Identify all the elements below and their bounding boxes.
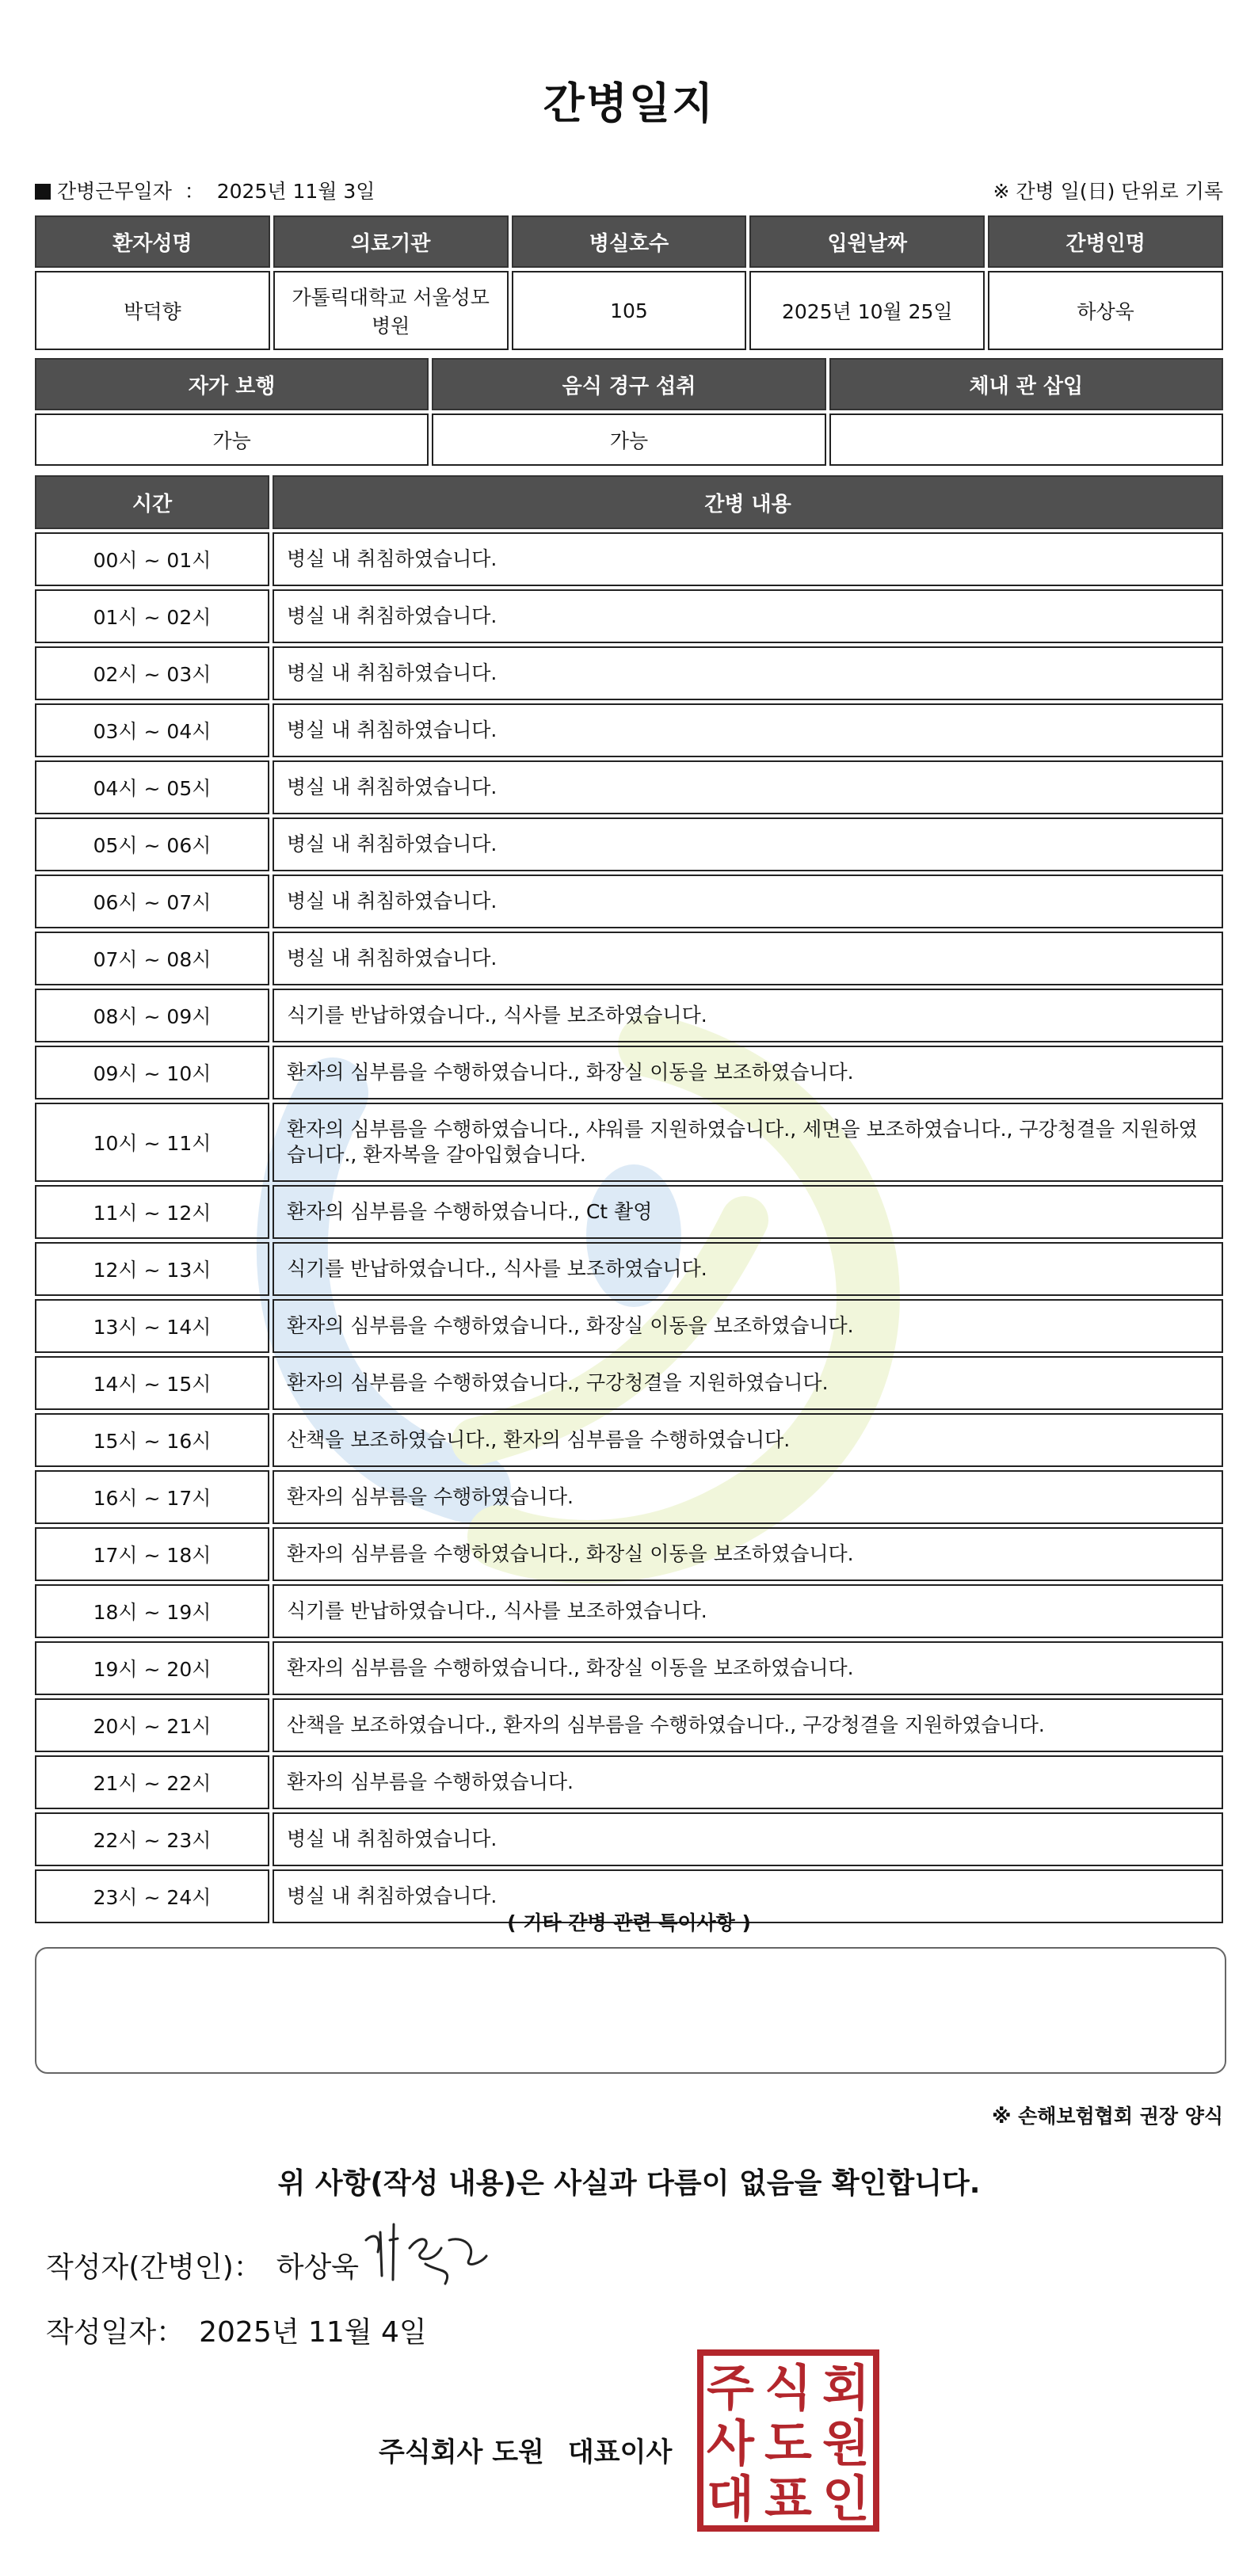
header-caregiver: 간병인명 [988,215,1223,268]
svg-text:표: 표 [764,2470,812,2528]
table-row [35,589,1223,643]
patient-info-header-row [35,215,1223,268]
table-row [35,1185,1223,1239]
svg-text:대: 대 [707,2470,754,2528]
time-cell: 04시 ~ 05시 [35,760,269,814]
table-row [35,1755,1223,1809]
table-row [35,1470,1223,1524]
tube-insertion-value [829,413,1223,466]
content-cell: 병실 내 취침하였습니다. [273,932,1223,985]
svg-text:원: 원 [822,2414,870,2472]
company-role: 대표이사 [567,2437,673,2468]
svg-text:인: 인 [822,2470,870,2528]
table-row [35,1527,1223,1581]
company-line [379,2430,696,2469]
table-row [35,1584,1223,1638]
patient-info-table [32,212,1226,353]
writer-line [46,2245,373,2285]
time-cell: 09시 ~ 10시 [35,1046,269,1099]
table-row [35,703,1223,757]
table-row [35,875,1223,928]
page-title: 간병일지 [543,78,715,128]
content-cell: 병실 내 취침하였습니다. [273,1812,1223,1866]
writer-name: 하상욱 [276,2251,360,2284]
special-notes-title: ( 기타 간병 관련 특이사항 ) [507,1911,751,1934]
content-cell: 병실 내 취침하였습니다. [273,875,1223,928]
table-row [35,1046,1223,1099]
content-cell: 병실 내 취침하였습니다. [273,646,1223,700]
patient-status-table [32,355,1226,469]
table-row [35,1413,1223,1467]
time-cell: 00시 ~ 01시 [35,532,269,586]
table-row [35,817,1223,871]
content-cell: 식기를 반납하였습니다., 식사를 보조하였습니다. [273,1584,1223,1638]
content-cell: 산책을 보조하였습니다., 환자의 심부름을 수행하였습니다., 구강청결을 지원하였습니다. [273,1698,1223,1752]
table-row [35,1103,1223,1182]
care-log-header-row [35,475,1223,529]
header-room: 병실호수 [512,215,747,268]
time-cell: 05시 ~ 06시 [35,817,269,871]
unit-note: ※ 간병 일(日) 단위로 기록 [993,180,1223,203]
write-date-label: 작성일자： [46,2316,185,2349]
write-date-line [46,2310,441,2350]
table-row [35,1812,1223,1866]
table-row [35,760,1223,814]
content-cell: 환자의 심부름을 수행하였습니다., 구강청결을 지원하였습니다. [273,1356,1223,1410]
svg-text:사: 사 [707,2414,754,2472]
patient-info-value-row [35,271,1223,350]
time-cell: 22시 ~ 23시 [35,1812,269,1866]
time-cell: 17시 ~ 18시 [35,1527,269,1581]
content-cell: 환자의 심부름을 수행하였습니다., 화장실 이동을 보조하였습니다. [273,1527,1223,1581]
time-cell: 13시 ~ 14시 [35,1299,269,1353]
self-walking-value: 가능 [35,413,429,466]
caregiver-name: 하상욱 [988,271,1223,350]
work-date-label: 간병근무일자 [57,180,172,203]
header-care-content: 간병 내용 [273,475,1223,529]
time-cell: 02시 ~ 03시 [35,646,269,700]
oral-intake-value: 가능 [432,413,825,466]
time-cell: 19시 ~ 20시 [35,1641,269,1695]
time-cell: 15시 ~ 16시 [35,1413,269,1467]
content-cell: 환자의 심부름을 수행하였습니다., 화장실 이동을 보조하였습니다. [273,1046,1223,1099]
header-time: 시간 [35,475,269,529]
care-log-table [32,472,1226,1926]
room-number: 105 [512,271,747,350]
table-row [35,1242,1223,1296]
header-oral-intake: 음식 경구 섭취 [432,358,825,410]
write-date-value: 2025년 11월 4일 [199,2316,427,2349]
svg-text:회: 회 [822,2359,870,2417]
form-note: ※ 손해보험협회 권장 양식 [992,2105,1223,2128]
patient-status-header-row [35,358,1223,410]
time-cell: 12시 ~ 13시 [35,1242,269,1296]
work-date-value: 2025년 11월 3일 [216,180,375,203]
content-cell: 환자의 심부름을 수행하였습니다., 화장실 이동을 보조하였습니다. [273,1641,1223,1695]
signature-image [358,2216,493,2296]
content-cell: 병실 내 취침하였습니다. [273,532,1223,586]
content-cell: 병실 내 취침하였습니다. [273,1869,1223,1923]
content-cell: 병실 내 취침하였습니다. [273,817,1223,871]
time-cell: 10시 ~ 11시 [35,1103,269,1182]
content-cell: 식기를 반납하였습니다., 식사를 보조하였습니다. [273,989,1223,1042]
special-notes-box [35,1947,1226,2074]
header-admission-date: 입원날짜 [749,215,985,268]
patient-name: 박덕향 [35,271,270,350]
table-row [35,532,1223,586]
black-square-icon [35,184,51,200]
time-cell: 14시 ~ 15시 [35,1356,269,1410]
time-cell: 08시 ~ 09시 [35,989,269,1042]
time-cell: 01시 ~ 02시 [35,589,269,643]
work-date-separator: ： [184,180,204,203]
content-cell: 병실 내 취침하였습니다. [273,760,1223,814]
content-cell: 환자의 심부름을 수행하였습니다. [273,1470,1223,1524]
time-cell: 11시 ~ 12시 [35,1185,269,1239]
content-cell: 환자의 심부름을 수행하였습니다., Ct 촬영 [273,1185,1223,1239]
time-cell: 06시 ~ 07시 [35,875,269,928]
time-cell: 23시 ~ 24시 [35,1869,269,1923]
table-row [35,1356,1223,1410]
content-cell: 환자의 심부름을 수행하였습니다., 샤워를 지원하였습니다., 세면을 보조하였습니다., 구강청결을 지원하였습니다., 환자복을 갈아입혔습니다. [273,1103,1223,1182]
header-tube-insertion: 체내 관 삽입 [829,358,1223,410]
work-date [35,176,375,204]
svg-text:식: 식 [764,2359,812,2417]
company-name: 주식회사 도원 [379,2437,544,2468]
patient-status-value-row [35,413,1223,466]
content-cell: 병실 내 취침하였습니다. [273,589,1223,643]
company-seal-stamp [697,2349,879,2532]
table-row [35,932,1223,985]
hospital-name: 가톨릭대학교 서울성모병원 [273,271,509,350]
table-row [35,646,1223,700]
time-cell: 18시 ~ 19시 [35,1584,269,1638]
writer-label: 작성자(간병인)： [46,2251,262,2284]
header-hospital: 의료기관 [273,215,509,268]
content-cell: 병실 내 취침하였습니다. [273,703,1223,757]
time-cell: 16시 ~ 17시 [35,1470,269,1524]
admission-date: 2025년 10월 25일 [749,271,985,350]
content-cell: 산책을 보조하였습니다., 환자의 심부름을 수행하였습니다. [273,1413,1223,1467]
time-cell: 21시 ~ 22시 [35,1755,269,1809]
table-row [35,1641,1223,1695]
time-cell: 20시 ~ 21시 [35,1698,269,1752]
table-row [35,1299,1223,1353]
time-cell: 03시 ~ 04시 [35,703,269,757]
confirmation-statement: 위 사항(작성 내용)은 사실과 다름이 없음을 확인합니다. [277,2167,981,2200]
svg-text:주: 주 [707,2359,754,2417]
table-row [35,1698,1223,1752]
svg-text:도: 도 [764,2414,812,2472]
content-cell: 환자의 심부름을 수행하였습니다., 화장실 이동을 보조하였습니다. [273,1299,1223,1353]
time-cell: 07시 ~ 08시 [35,932,269,985]
header-patient-name: 환자성명 [35,215,270,268]
table-row [35,989,1223,1042]
content-cell: 환자의 심부름을 수행하였습니다. [273,1755,1223,1809]
content-cell: 식기를 반납하였습니다., 식사를 보조하였습니다. [273,1242,1223,1296]
header-self-walking: 자가 보행 [35,358,429,410]
